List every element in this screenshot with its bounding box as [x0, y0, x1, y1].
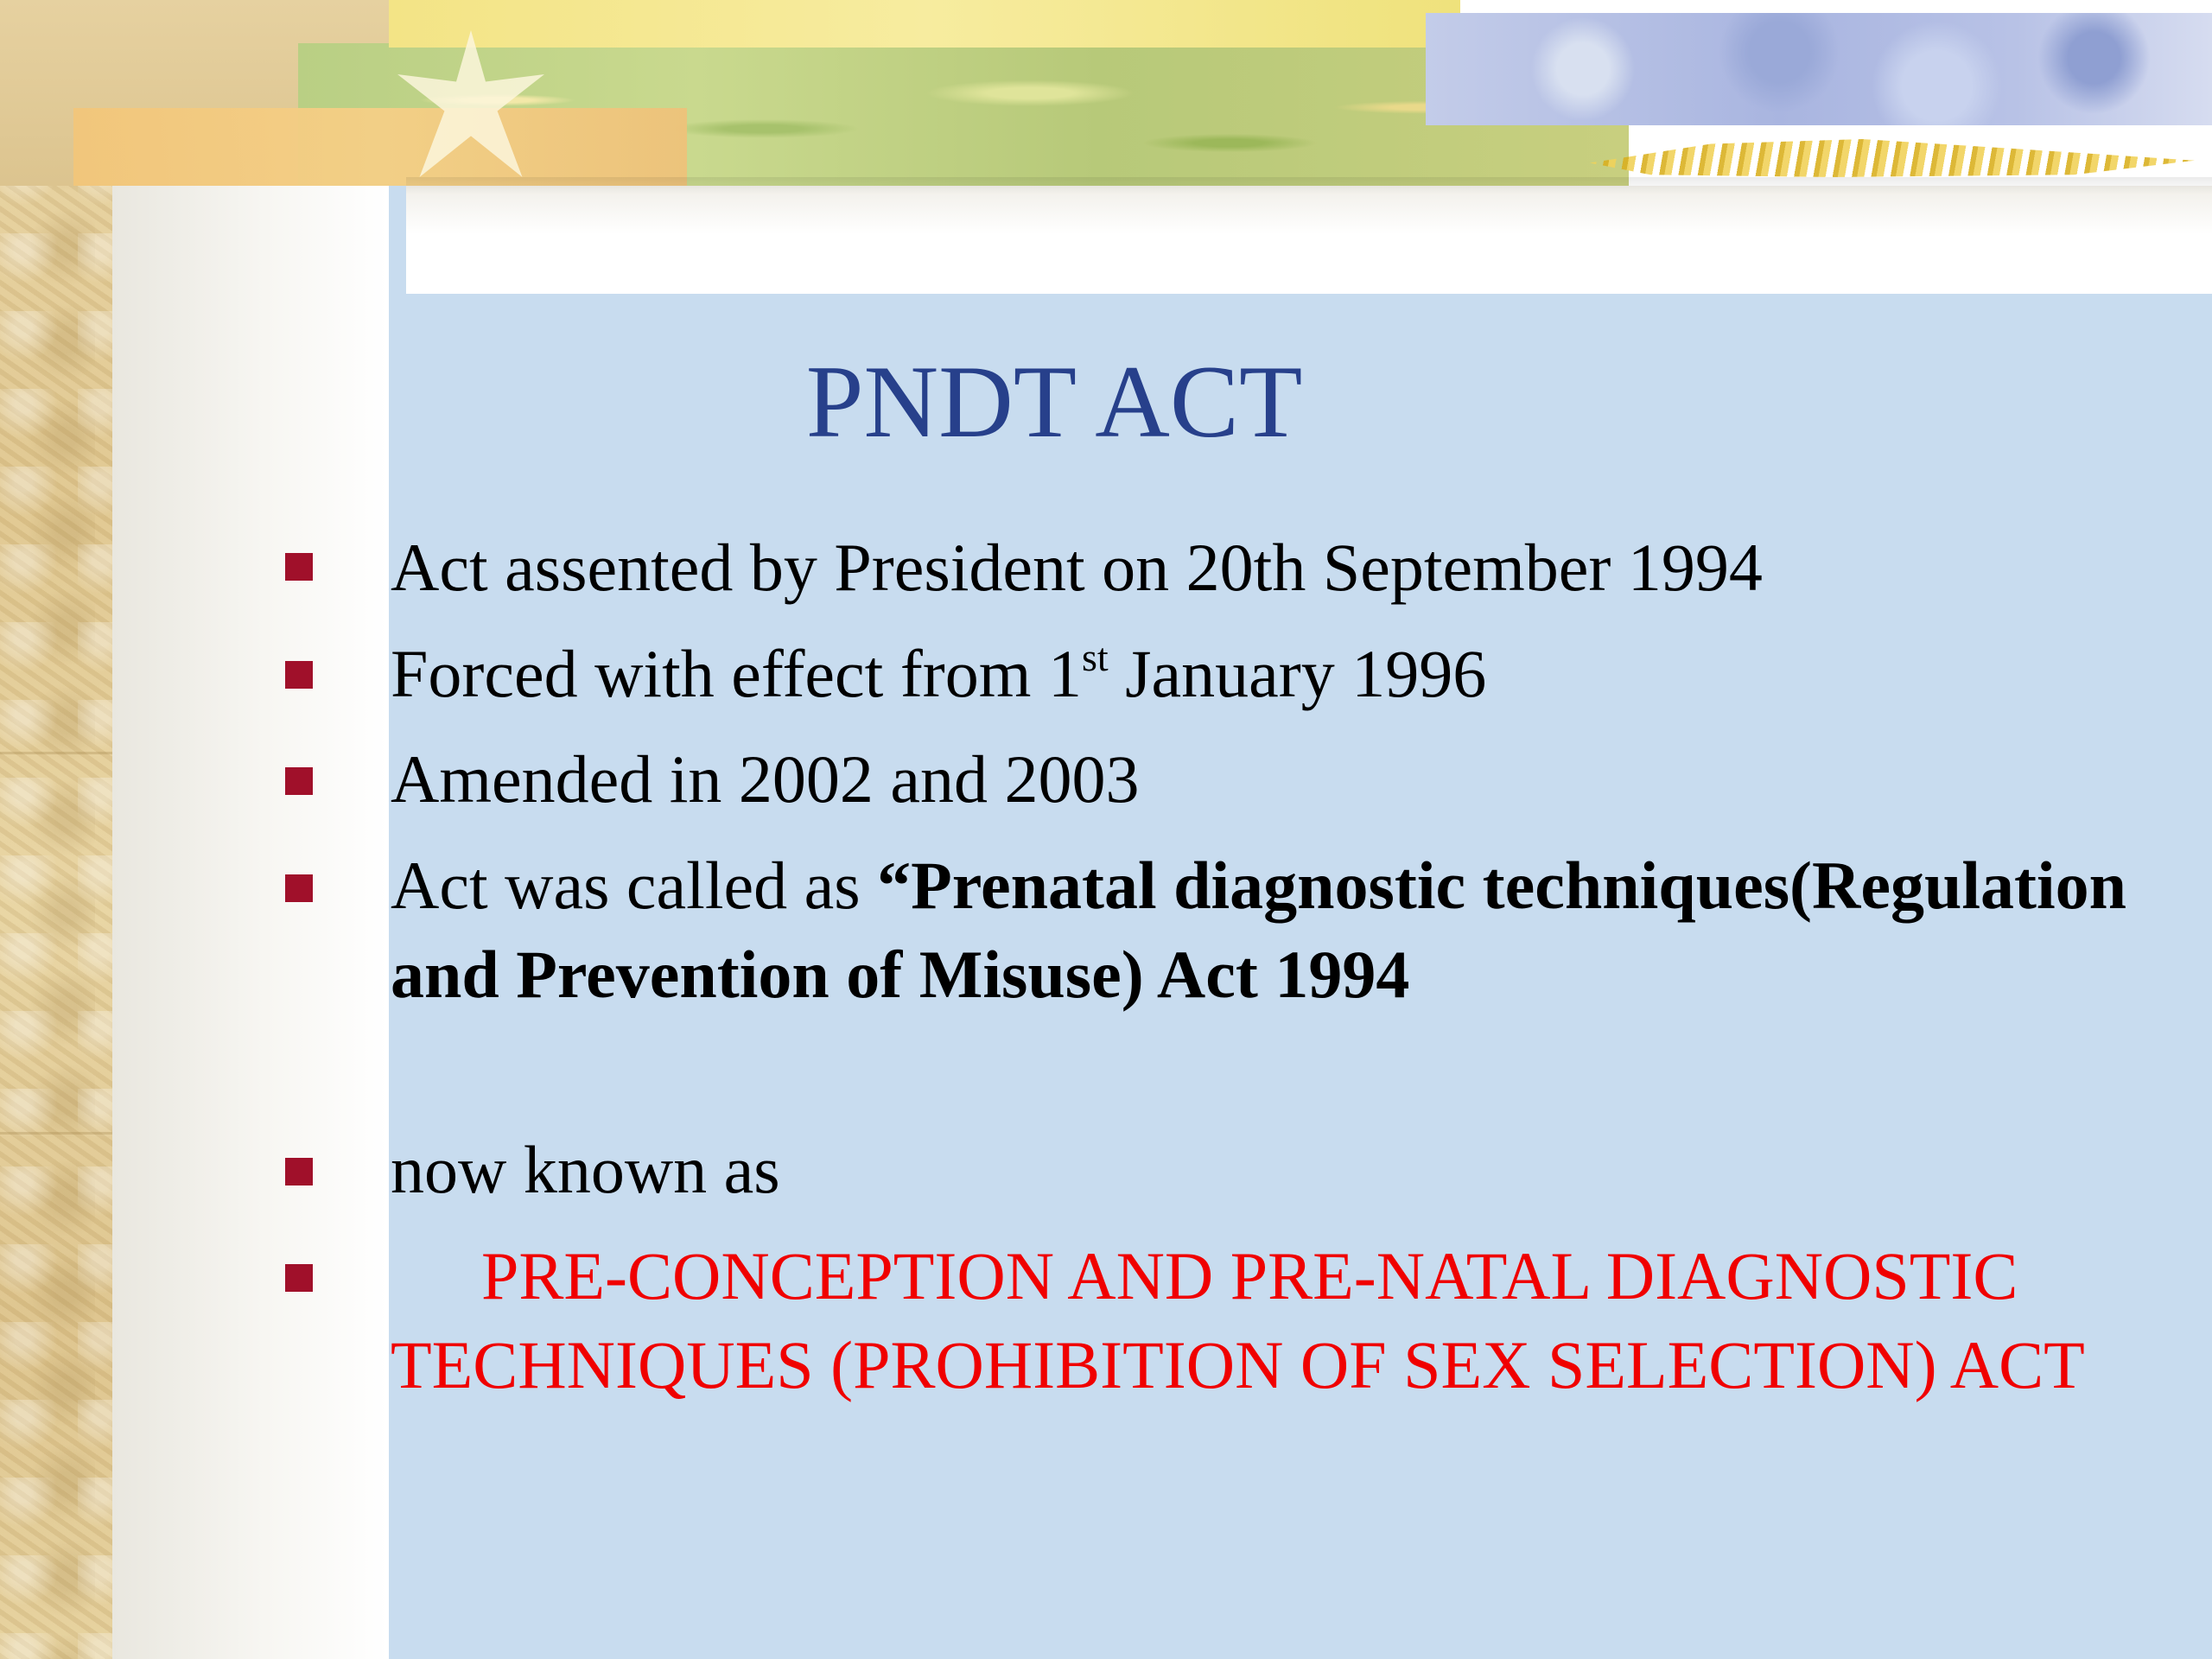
- bullet-text: Act assented by President on 20th September 1994: [391, 530, 1763, 605]
- bullet-text-part: January 1996: [1108, 636, 1487, 711]
- bullet-text: [391, 1231, 2171, 1409]
- bullet-square-icon: [285, 767, 313, 795]
- bullet-square-icon: [285, 1264, 313, 1292]
- act-called-prefix: Act was called as: [391, 848, 878, 923]
- act-new-name: PRE-CONCEPTION AND PRE-NATAL DIAGNOSTIC TECHNIQUES (PROHIBITION OF SEX SELECTION) ACT: [391, 1238, 2085, 1402]
- bullet-text: Amended in 2002 and 2003: [391, 741, 1140, 817]
- ordinal-suffix: st: [1081, 635, 1109, 679]
- bullet-square-icon: [285, 553, 313, 581]
- bullet-text: now known as: [391, 1132, 780, 1207]
- bullet-text: [391, 629, 2171, 718]
- bullet-square-icon: [285, 874, 313, 902]
- bullet-text-part: Forced with effect from 1: [391, 636, 1082, 711]
- act-old-name: “Prenatal diagnostic techniques(Regulation and Prevention of Misuse) Act 1994: [391, 848, 2127, 1012]
- bullet-square-icon: [285, 1158, 313, 1185]
- slide-title: PNDT ACT: [805, 344, 1303, 459]
- bullet-square-icon: [285, 661, 313, 689]
- bullet-text: [391, 841, 2171, 1019]
